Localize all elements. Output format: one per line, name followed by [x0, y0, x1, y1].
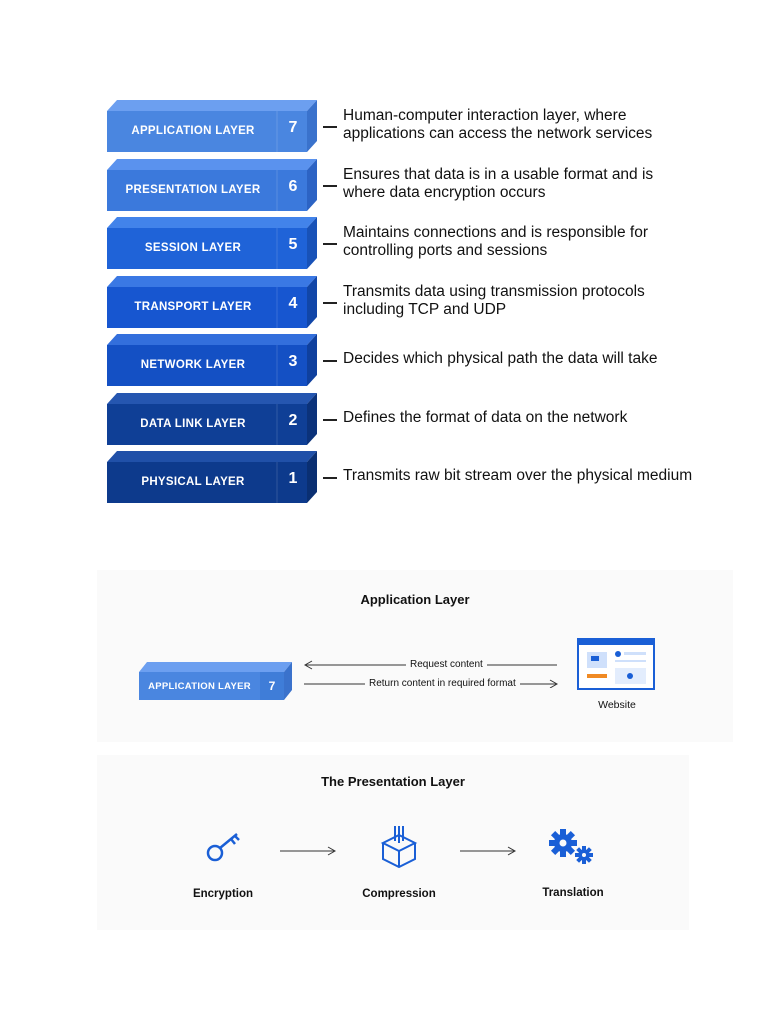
website-label: Website — [598, 699, 636, 711]
arrow-icon — [460, 845, 520, 857]
layer-block-4 — [107, 276, 317, 328]
application-panel-title: Application Layer — [360, 592, 470, 607]
layer-description-line1: Transmits raw bit stream over the physical medium — [343, 467, 693, 484]
layer-block-5 — [107, 217, 317, 269]
gears-icon — [549, 827, 597, 867]
layer-description-line1: Ensures that data is in a usable format and is — [343, 166, 654, 183]
layer-block-1 — [107, 451, 317, 503]
layer-description-line2: where data encryption occurs — [343, 184, 546, 201]
presentation-layer-panel — [97, 755, 689, 930]
layer-description-line2: including TCP and UDP — [343, 301, 507, 318]
connector-dash — [323, 302, 337, 304]
layer-description-line1: Human-computer interaction layer, where — [343, 107, 627, 124]
layer-number: 1 — [288, 470, 298, 487]
layer-label: PRESENTATION LAYER — [125, 184, 261, 196]
application-layer-block — [139, 662, 292, 700]
layer-number: 7 — [288, 119, 298, 136]
layer-label: DATA LINK LAYER — [140, 418, 246, 430]
layer-description-line2: controlling ports and sessions — [343, 242, 548, 259]
layer-block-7 — [107, 100, 317, 152]
presentation-panel-title: The Presentation Layer — [321, 774, 465, 789]
connector-dash — [323, 126, 337, 128]
request-content-label: Request content — [406, 659, 487, 670]
key-icon — [205, 831, 245, 865]
application-layer-panel — [97, 570, 733, 742]
layer-block-3 — [107, 334, 317, 386]
connector-dash — [323, 419, 337, 421]
layer-label: SESSION LAYER — [144, 242, 242, 254]
layer-description-line2: applications can access the network services — [343, 125, 653, 142]
connector-dash — [323, 243, 337, 245]
layer-block-6 — [107, 159, 317, 211]
layer-description-line1: Decides which physical path the data will take — [343, 350, 658, 367]
compression-label: Compression — [362, 888, 436, 900]
connector-dash — [323, 360, 337, 362]
layer-label: PHYSICAL LAYER — [141, 476, 245, 488]
layer-description-line1: Defines the format of data on the network — [343, 409, 628, 426]
website-icon — [577, 638, 657, 692]
layer-number: 3 — [288, 353, 298, 370]
application-block-number: 7 — [268, 679, 276, 693]
layer-number: 6 — [288, 178, 298, 195]
layer-description-line1: Maintains connections and is responsible for — [343, 224, 649, 241]
arrow-icon — [280, 845, 340, 857]
translation-label: Translation — [542, 887, 604, 899]
layer-label: NETWORK LAYER — [140, 359, 246, 371]
layer-label: APPLICATION LAYER — [131, 125, 255, 137]
compression-box-icon — [380, 825, 418, 869]
connector-dash — [323, 477, 337, 479]
encryption-label: Encryption — [192, 888, 254, 900]
layer-number: 4 — [288, 295, 298, 312]
layer-label: TRANSPORT LAYER — [134, 301, 252, 313]
application-block-label: APPLICATION LAYER — [148, 681, 251, 692]
layer-number: 2 — [288, 412, 298, 429]
connector-dash — [323, 185, 337, 187]
layer-description-line1: Transmits data using transmission protocols — [343, 283, 645, 300]
return-content-label: Return content in required format — [365, 678, 520, 689]
layer-number: 5 — [288, 236, 298, 253]
layer-block-2 — [107, 393, 317, 445]
